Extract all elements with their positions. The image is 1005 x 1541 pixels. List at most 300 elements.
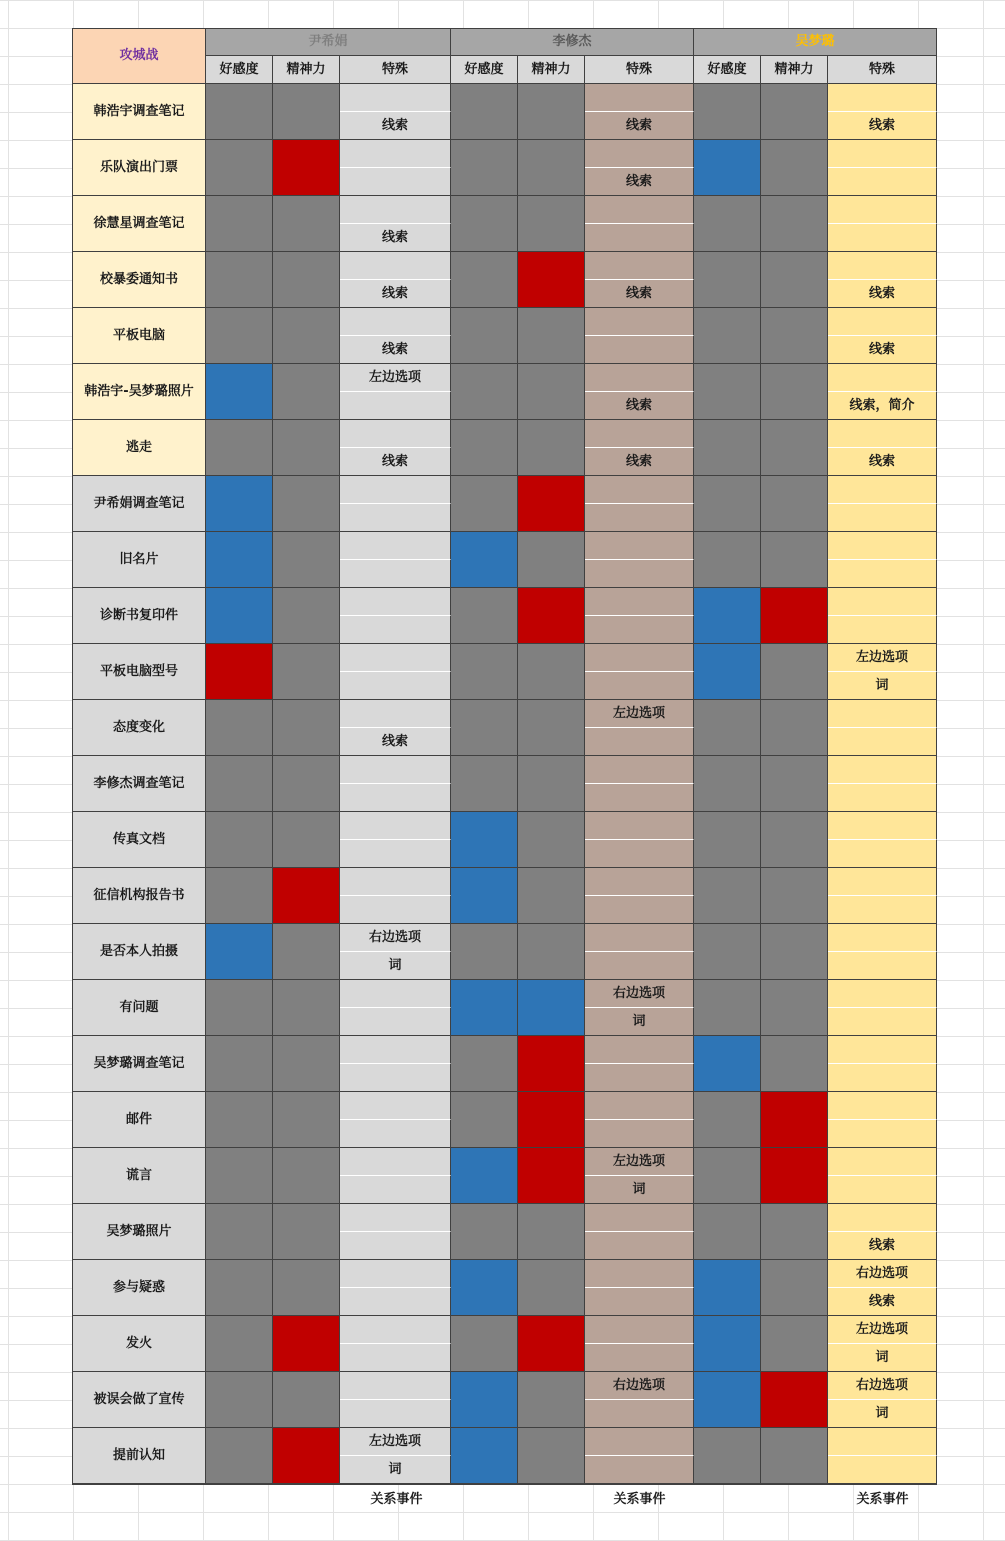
- special-cell: [340, 784, 451, 812]
- row-label: 发火: [72, 1316, 206, 1372]
- special-cell: [585, 1344, 694, 1372]
- spirit-cell-grey: [518, 812, 585, 868]
- special-cell: [828, 1176, 937, 1204]
- affection-cell-grey: [694, 700, 761, 756]
- special-cell: [340, 476, 451, 504]
- row-label: 被误会做了宣传: [72, 1372, 206, 1428]
- spirit-cell-grey: [761, 1428, 828, 1484]
- affection-cell-blue: [694, 140, 761, 196]
- special-cell: [585, 308, 694, 336]
- affection-cell-grey: [206, 196, 273, 252]
- affection-cell-grey: [451, 476, 518, 532]
- spirit-cell-grey: [273, 476, 340, 532]
- special-cell: [585, 1092, 694, 1120]
- spirit-cell-grey: [518, 756, 585, 812]
- special-cell: [340, 392, 451, 420]
- spirit-cell-grey: [518, 84, 585, 140]
- special-cell: [585, 616, 694, 644]
- spirit-cell-grey: [761, 924, 828, 980]
- affection-cell-grey: [451, 1036, 518, 1092]
- special-cell: [340, 560, 451, 588]
- special-cell: [828, 196, 937, 224]
- row-label: 吴梦璐调查笔记: [72, 1036, 206, 1092]
- affection-cell-blue: [206, 588, 273, 644]
- affection-cell-blue: [694, 1260, 761, 1316]
- special-cell: [828, 476, 937, 504]
- row-label: 是否本人拍摄: [72, 924, 206, 980]
- special-cell: [340, 140, 451, 168]
- spirit-cell-grey: [761, 756, 828, 812]
- affection-cell-grey: [694, 308, 761, 364]
- affection-cell-blue: [694, 1036, 761, 1092]
- affection-cell-blue: [451, 1372, 518, 1428]
- special-cell: [585, 560, 694, 588]
- spirit-cell-red: [518, 1316, 585, 1372]
- affection-cell-grey: [694, 84, 761, 140]
- special-cell: [340, 1288, 451, 1316]
- affection-cell-grey: [694, 868, 761, 924]
- affection-cell-grey: [206, 756, 273, 812]
- special-cell: 线索: [828, 280, 937, 308]
- special-cell: [828, 1120, 937, 1148]
- special-cell: [340, 168, 451, 196]
- affection-cell-grey: [206, 420, 273, 476]
- affection-cell-grey: [694, 1148, 761, 1204]
- special-cell: [585, 224, 694, 252]
- special-cell: 左边选项: [585, 1148, 694, 1176]
- affection-cell-grey: [206, 252, 273, 308]
- spirit-cell-grey: [273, 308, 340, 364]
- spirit-cell-red: [273, 1316, 340, 1372]
- special-cell: [585, 476, 694, 504]
- affection-cell-grey: [451, 196, 518, 252]
- special-cell: 线索: [340, 112, 451, 140]
- affection-cell-grey: [694, 980, 761, 1036]
- affection-cell-grey: [206, 1316, 273, 1372]
- special-cell: [585, 1456, 694, 1484]
- special-cell: 线索: [585, 168, 694, 196]
- special-cell: 词: [828, 672, 937, 700]
- affection-cell-grey: [206, 700, 273, 756]
- row-label: 态度变化: [72, 700, 206, 756]
- spirit-cell-grey: [273, 1260, 340, 1316]
- special-cell: [828, 784, 937, 812]
- special-cell: 线索: [828, 448, 937, 476]
- special-cell: [340, 1036, 451, 1064]
- special-cell: 左边选项: [828, 644, 937, 672]
- spirit-cell-red: [761, 1092, 828, 1148]
- special-cell: 右边选项: [340, 924, 451, 952]
- special-cell: [340, 504, 451, 532]
- special-cell: [585, 868, 694, 896]
- row-label: 提前认知: [72, 1428, 206, 1484]
- special-cell: [585, 1120, 694, 1148]
- subheader-affection: 好感度: [206, 56, 273, 84]
- special-cell: [828, 168, 937, 196]
- row-label: 传真文档: [72, 812, 206, 868]
- spirit-cell-grey: [273, 1372, 340, 1428]
- spirit-cell-grey: [761, 476, 828, 532]
- special-cell: [828, 1064, 937, 1092]
- affection-cell-grey: [206, 1204, 273, 1260]
- row-label: 平板电脑: [72, 308, 206, 364]
- spirit-cell-grey: [273, 924, 340, 980]
- special-cell: [585, 1428, 694, 1456]
- spirit-cell-grey: [761, 364, 828, 420]
- special-cell: [585, 728, 694, 756]
- special-cell: [828, 952, 937, 980]
- special-cell: [340, 420, 451, 448]
- special-cell: 线索: [828, 336, 937, 364]
- spirit-cell-grey: [518, 364, 585, 420]
- affection-cell-blue: [451, 868, 518, 924]
- special-cell: [585, 924, 694, 952]
- spirit-cell-grey: [273, 756, 340, 812]
- spirit-cell-grey: [518, 196, 585, 252]
- row-label: 征信机构报告书: [72, 868, 206, 924]
- affection-cell-grey: [694, 1428, 761, 1484]
- special-cell: [585, 756, 694, 784]
- special-cell: [585, 644, 694, 672]
- special-cell: [340, 1232, 451, 1260]
- affection-cell-grey: [206, 1036, 273, 1092]
- affection-cell-grey: [451, 644, 518, 700]
- affection-cell-grey: [206, 1428, 273, 1484]
- special-cell: 线索: [340, 224, 451, 252]
- affection-cell-blue: [451, 1260, 518, 1316]
- special-cell: 词: [340, 1456, 451, 1484]
- special-cell: [340, 1372, 451, 1400]
- special-cell: 线索: [340, 448, 451, 476]
- special-cell: [828, 1456, 937, 1484]
- special-cell: [585, 1232, 694, 1260]
- affection-cell-blue: [694, 588, 761, 644]
- affection-cell-blue: [206, 532, 273, 588]
- special-cell: [828, 84, 937, 112]
- special-cell: [340, 980, 451, 1008]
- spirit-cell-red: [518, 588, 585, 644]
- special-cell: [585, 252, 694, 280]
- spirit-cell-grey: [518, 1372, 585, 1428]
- affection-cell-blue: [694, 644, 761, 700]
- special-cell: [828, 532, 937, 560]
- affection-cell-grey: [206, 308, 273, 364]
- spirit-cell-red: [761, 1148, 828, 1204]
- special-cell: 线索: [585, 280, 694, 308]
- row-label: 尹希娟调查笔记: [72, 476, 206, 532]
- character-header-2: 李修杰: [451, 28, 694, 56]
- spirit-cell-grey: [273, 1148, 340, 1204]
- special-cell: 线索: [585, 448, 694, 476]
- spirit-cell-red: [761, 1372, 828, 1428]
- affection-cell-blue: [451, 812, 518, 868]
- spirit-cell-red: [518, 476, 585, 532]
- spirit-cell-grey: [273, 812, 340, 868]
- special-cell: [585, 1064, 694, 1092]
- row-label: 吴梦璐照片: [72, 1204, 206, 1260]
- character-header-3: 吴梦璐: [694, 28, 937, 56]
- special-cell: 左边选项: [340, 364, 451, 392]
- spirit-cell-grey: [518, 420, 585, 476]
- spirit-cell-grey: [761, 868, 828, 924]
- special-cell: [585, 588, 694, 616]
- special-cell: [340, 672, 451, 700]
- row-label: 旧名片: [72, 532, 206, 588]
- special-cell: [340, 1260, 451, 1288]
- special-cell: [340, 1316, 451, 1344]
- special-cell: [340, 1092, 451, 1120]
- spirit-cell-grey: [518, 308, 585, 364]
- affection-cell-grey: [694, 1204, 761, 1260]
- affection-cell-blue: [694, 1372, 761, 1428]
- row-label: 乐队演出门票: [72, 140, 206, 196]
- subheader-special: 特殊: [585, 56, 694, 84]
- special-cell: [585, 504, 694, 532]
- affection-cell-grey: [451, 1092, 518, 1148]
- row-label: 韩浩宇调查笔记: [72, 84, 206, 140]
- spirit-cell-grey: [761, 700, 828, 756]
- affection-cell-grey: [451, 924, 518, 980]
- special-cell: 词: [828, 1344, 937, 1372]
- spirit-cell-blue: [518, 980, 585, 1036]
- special-cell: [585, 812, 694, 840]
- row-label: 邮件: [72, 1092, 206, 1148]
- special-cell: 线索: [340, 280, 451, 308]
- affection-cell-grey: [206, 84, 273, 140]
- special-cell: [585, 1260, 694, 1288]
- special-cell: [585, 532, 694, 560]
- footer-relation-event-3: 关系事件: [856, 1492, 909, 1507]
- special-cell: [585, 1400, 694, 1428]
- affection-cell-blue: [451, 980, 518, 1036]
- special-cell: [340, 588, 451, 616]
- subheader-spirit: 精神力: [761, 56, 828, 84]
- spirit-cell-grey: [273, 252, 340, 308]
- spirit-cell-grey: [761, 1036, 828, 1092]
- affection-cell-grey: [206, 1092, 273, 1148]
- spirit-cell-grey: [518, 1204, 585, 1260]
- special-cell: 词: [585, 1008, 694, 1036]
- spirit-cell-grey: [518, 924, 585, 980]
- table-bottom-border: [72, 1484, 937, 1485]
- special-cell: [340, 252, 451, 280]
- special-cell: [585, 420, 694, 448]
- row-label: 逃走: [72, 420, 206, 476]
- special-cell: [828, 140, 937, 168]
- special-cell: [340, 1400, 451, 1428]
- row-label: 韩浩宇-吴梦璐照片: [72, 364, 206, 420]
- special-cell: [828, 364, 937, 392]
- special-cell: 右边选项: [585, 1372, 694, 1400]
- spirit-cell-grey: [761, 84, 828, 140]
- special-cell: [340, 1148, 451, 1176]
- special-cell: [828, 420, 937, 448]
- special-cell: [340, 1176, 451, 1204]
- affection-cell-grey: [451, 308, 518, 364]
- special-cell: [828, 1148, 937, 1176]
- affection-cell-grey: [451, 84, 518, 140]
- affection-cell-grey: [694, 812, 761, 868]
- spirit-cell-red: [518, 1148, 585, 1204]
- special-cell: 词: [340, 952, 451, 980]
- spirit-cell-grey: [761, 812, 828, 868]
- special-cell: [585, 196, 694, 224]
- row-label: 谎言: [72, 1148, 206, 1204]
- special-cell: [828, 1428, 937, 1456]
- special-cell: [585, 1036, 694, 1064]
- spirit-cell-grey: [273, 588, 340, 644]
- spirit-cell-red: [273, 1428, 340, 1484]
- affection-cell-grey: [694, 476, 761, 532]
- special-cell: [828, 560, 937, 588]
- spirit-cell-grey: [761, 196, 828, 252]
- special-cell: [585, 1204, 694, 1232]
- special-cell: [340, 868, 451, 896]
- special-cell: 线索，简介: [828, 392, 937, 420]
- special-cell: [828, 224, 937, 252]
- special-cell: [340, 1204, 451, 1232]
- special-cell: 线索: [585, 112, 694, 140]
- special-cell: [585, 336, 694, 364]
- affection-cell-grey: [694, 252, 761, 308]
- special-cell: [828, 1204, 937, 1232]
- spirit-cell-grey: [761, 980, 828, 1036]
- special-cell: [585, 84, 694, 112]
- special-cell: 右边选项: [585, 980, 694, 1008]
- special-cell: [828, 1036, 937, 1064]
- special-cell: 左边选项: [585, 700, 694, 728]
- special-cell: [828, 924, 937, 952]
- row-label: 徐慧星调查笔记: [72, 196, 206, 252]
- row-label: 诊断书复印件: [72, 588, 206, 644]
- spirit-cell-grey: [273, 700, 340, 756]
- character-header-1: 尹希娟: [206, 28, 451, 56]
- special-cell: 词: [585, 1176, 694, 1204]
- spirit-cell-red: [518, 252, 585, 308]
- affection-cell-grey: [206, 1372, 273, 1428]
- affection-cell-grey: [694, 364, 761, 420]
- row-label: 李修杰调查笔记: [72, 756, 206, 812]
- special-cell: [828, 700, 937, 728]
- special-cell: [340, 196, 451, 224]
- special-cell: [828, 616, 937, 644]
- special-cell: [828, 308, 937, 336]
- spirit-cell-red: [761, 588, 828, 644]
- special-cell: [340, 1344, 451, 1372]
- row-label: 有问题: [72, 980, 206, 1036]
- spirit-cell-grey: [273, 1204, 340, 1260]
- table-corner-title: 攻城战: [72, 28, 206, 84]
- spirit-cell-red: [518, 1036, 585, 1092]
- affection-cell-blue: [451, 532, 518, 588]
- row-label: 校暴委通知书: [72, 252, 206, 308]
- spirit-cell-grey: [273, 532, 340, 588]
- affection-cell-grey: [206, 868, 273, 924]
- special-cell: 左边选项: [828, 1316, 937, 1344]
- spirit-cell-grey: [761, 140, 828, 196]
- special-cell: [828, 588, 937, 616]
- special-cell: [585, 140, 694, 168]
- special-cell: [585, 1316, 694, 1344]
- affection-cell-grey: [694, 924, 761, 980]
- special-cell: 线索: [585, 392, 694, 420]
- spirit-cell-grey: [273, 980, 340, 1036]
- spirit-cell-grey: [518, 868, 585, 924]
- affection-cell-grey: [451, 1204, 518, 1260]
- special-cell: [585, 672, 694, 700]
- affection-cell-grey: [206, 140, 273, 196]
- affection-cell-grey: [206, 1148, 273, 1204]
- spirit-cell-grey: [518, 700, 585, 756]
- affection-cell-blue: [694, 1316, 761, 1372]
- special-cell: [828, 896, 937, 924]
- spirit-cell-grey: [761, 252, 828, 308]
- special-cell: [828, 1092, 937, 1120]
- affection-cell-grey: [694, 756, 761, 812]
- affection-cell-blue: [451, 1148, 518, 1204]
- special-cell: [585, 784, 694, 812]
- special-cell: [340, 840, 451, 868]
- spirit-cell-grey: [761, 308, 828, 364]
- spirit-cell-red: [273, 868, 340, 924]
- spirit-cell-grey: [761, 1204, 828, 1260]
- row-label: 参与疑惑: [72, 1260, 206, 1316]
- special-cell: 线索: [828, 112, 937, 140]
- special-cell: [340, 84, 451, 112]
- special-cell: [340, 1008, 451, 1036]
- spirit-cell-grey: [518, 1428, 585, 1484]
- spirit-cell-grey: [273, 1036, 340, 1092]
- special-cell: [340, 308, 451, 336]
- spirit-cell-red: [518, 1092, 585, 1148]
- special-cell: 线索: [340, 728, 451, 756]
- spirit-cell-grey: [761, 1316, 828, 1372]
- special-cell: [585, 1288, 694, 1316]
- special-cell: 线索: [340, 336, 451, 364]
- special-cell: [340, 1120, 451, 1148]
- special-cell: 线索: [828, 1232, 937, 1260]
- spirit-cell-grey: [518, 644, 585, 700]
- special-cell: [828, 756, 937, 784]
- affection-cell-grey: [694, 196, 761, 252]
- spirit-cell-grey: [273, 1092, 340, 1148]
- special-cell: [585, 840, 694, 868]
- special-cell: [828, 980, 937, 1008]
- special-cell: [828, 728, 937, 756]
- relation-table: [72, 28, 937, 1484]
- affection-cell-grey: [694, 420, 761, 476]
- affection-cell-grey: [206, 1260, 273, 1316]
- affection-cell-grey: [206, 812, 273, 868]
- affection-cell-blue: [206, 924, 273, 980]
- subheader-spirit: 精神力: [518, 56, 585, 84]
- spirit-cell-grey: [273, 644, 340, 700]
- special-cell: [585, 952, 694, 980]
- special-cell: [585, 896, 694, 924]
- special-cell: 左边选项: [340, 1428, 451, 1456]
- affection-cell-grey: [451, 140, 518, 196]
- affection-cell-blue: [206, 364, 273, 420]
- special-cell: [828, 868, 937, 896]
- footer-relation-event-1: 关系事件: [370, 1492, 423, 1507]
- special-cell: 词: [828, 1400, 937, 1428]
- special-cell: 线索: [828, 1288, 937, 1316]
- affection-cell-blue: [206, 476, 273, 532]
- special-cell: [340, 644, 451, 672]
- subheader-special: 特殊: [828, 56, 937, 84]
- special-cell: [340, 700, 451, 728]
- special-cell: 右边选项: [828, 1260, 937, 1288]
